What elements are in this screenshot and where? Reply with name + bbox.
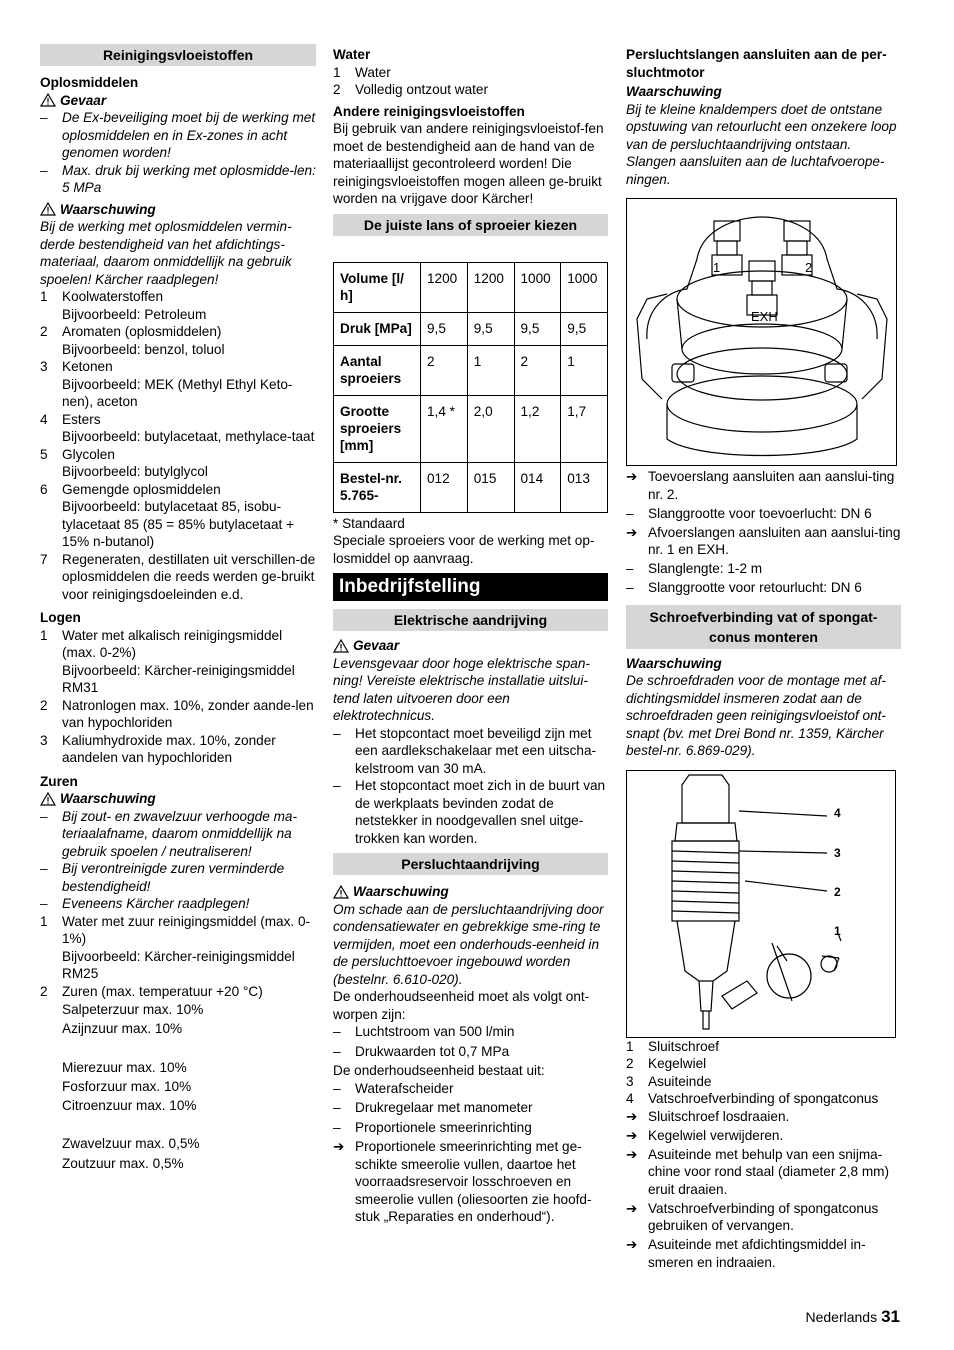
section-title-schroefverbinding: Schroefverbinding vat of spongat-conus monteren: [626, 605, 901, 649]
table-cell: 9,5: [421, 312, 468, 345]
table-row: [334, 462, 608, 512]
warning-label: Waarschuwing: [626, 655, 722, 671]
list-item: 1 Sluitschroef: [626, 1038, 720, 1054]
table-row-header: Volume [l/ h]: [334, 262, 421, 312]
list-item: 1 Water met zuur reinigingsmiddel (max. 0-1%) Bijvoorbeeld: Kärcher-reinigingsmiddel RM25: [40, 913, 311, 981]
warning-gevaar: [333, 637, 608, 655]
air-motor-drawing: [627, 199, 896, 465]
steps-list-2: [626, 1108, 901, 1272]
list-item: ➔ Kegelwiel verwijderen.: [626, 1127, 784, 1143]
warning-triangle-icon: [333, 885, 349, 899]
list-item: 3 Ketonen Bijvoorbeeld: MEK (Methyl Ethyl Keto-nen), aceton: [40, 359, 293, 409]
nozzle-table: [333, 262, 608, 513]
steps-list-1: [626, 468, 901, 597]
warning-triangle-icon: [40, 93, 56, 107]
heading-water: Water: [333, 47, 371, 62]
warning-label: Waarschuwing: [60, 791, 156, 806]
list-item: – Slanglengte: 1-2 m: [626, 561, 763, 576]
heading-logen: Logen: [40, 610, 81, 625]
table-cell: 1200: [421, 262, 468, 312]
part-label-1: 1: [834, 923, 841, 938]
table-row-header: Aantal sproeiers: [334, 345, 421, 395]
arrow-icon: ➔: [626, 1237, 638, 1252]
warning-waarschuwing: [333, 883, 608, 901]
list-item: ➔ Toevoerslang aansluiten aan aanslui-ting nr. 2.: [626, 469, 895, 502]
list-item: – Bij zout- en zwavelzuur verhoogde ma-teriaalafname, daarom onmiddellijk na gebruik spoelen / neutraliseren!: [40, 808, 297, 859]
list-item: 2 Volledig ontzout water: [333, 82, 489, 97]
warning-waarschuwing: [626, 655, 901, 673]
warning-text: Levensgevaar door hoge elektrische span-ning! Vereiste elektrische installatie uitslui-tend laten uitvoeren door een elektrotechnicus.: [333, 655, 590, 723]
table-cell: 1: [467, 345, 514, 395]
arrow-icon: ➔: [626, 1108, 638, 1124]
warning-text: De schroefdraden voor de montage met af-dichtingsmiddel insmeren zodat aan de schroefdraden geen reinigingsvloeistof ont-snapt (bv. met Drei Bond nr. 1359, Kärcher bestel-nr. 6.869-029).: [626, 673, 886, 758]
list-item: 2 Aromaten (oplosmiddelen) Bijvoorbeeld: benzol, toluol: [40, 324, 225, 357]
arrow-icon: ➔: [626, 469, 638, 484]
footnote-standaard: * Standaard: [333, 515, 405, 531]
warning-waarschuwing: [40, 790, 316, 808]
warning-triangle-icon: [40, 792, 56, 806]
table-row-header: Grootte sproeiers [mm]: [334, 395, 421, 462]
list-item: 1 Koolwaterstoffen Bijvoorbeeld: Petroleum: [40, 289, 207, 322]
list-item: – Het stopcontact moet zich in de buurt van de werkplaats bevinden zodat de netstekker in noodgevallen snel uitge-trokken kan worden.: [333, 778, 606, 846]
figure-legend: [626, 1038, 901, 1108]
part-label-2: 2: [834, 884, 841, 899]
list-item: – Drukregelaar met manometer: [333, 1100, 533, 1115]
list-item: – De Ex-beveiliging moet bij de werking met oplosmiddelen en in Ex-zones in acht genomen worden!: [40, 110, 316, 160]
list-item: 4 Vatschroefverbinding of spongatconus: [626, 1091, 879, 1106]
warning-text: Bij de werking met oplosmiddelen vermin-derde bestendigheid van het afdichtings-materiaal, daarom onmiddellijk na gebruik spoelen! Kärcher raadplegen!: [40, 219, 292, 287]
table-cell: 9,5: [561, 312, 608, 345]
table-row-header: Bestel-nr. 5.765-: [334, 462, 421, 512]
list-item: 5 Glycolen Bijvoorbeeld: butylglycol: [40, 446, 208, 479]
table-cell: 015: [467, 462, 514, 512]
list-item: 1 Water: [333, 64, 391, 80]
table-row-header: Druk [MPa]: [334, 312, 421, 345]
table-row: [334, 262, 608, 312]
list-item: – Drukwaarden tot 0,7 MPa: [333, 1043, 510, 1059]
list-item: Fosforzuur max. 10%: [62, 1078, 192, 1094]
table-cell: 1000: [561, 262, 608, 312]
arrow-icon: ➔: [626, 1127, 638, 1143]
list-item: 3 Asuiteinde: [626, 1073, 712, 1089]
list-item: 2 Kegelwiel: [626, 1056, 707, 1071]
part-label-3: 3: [834, 845, 841, 860]
paragraph: Bij gebruik van andere reinigingsvloeistof-fen moet de bestendigheid aan de hand van de materiaallijst gecontroleerd worden! Die reinigingsvloeistoffen mogen alleen ge-bruikt worden na vrijgave door Kärcher!: [333, 121, 604, 206]
table-cell: 1200: [467, 262, 514, 312]
paragraph: De onderhoudseenheid moet als volgt ont-worpen zijn:: [333, 989, 590, 1022]
list-item: ➔ Proportionele smeerinrichting met ge-schikte smeerolie vullen, daartoe het voorraadsreservoir losschroeven en smeerolie vullen (oliesoorten zie hoofd-stuk „Reparaties en onderhoud“).: [333, 1139, 592, 1224]
arrow-icon: ➔: [626, 1200, 638, 1216]
heading-oplosmiddelen: Oplosmiddelen: [40, 75, 139, 90]
column-3: [626, 44, 901, 1273]
list-item: – Bij verontreinigde zuren verminderde bestendigheid!: [40, 861, 285, 894]
table-row: [334, 395, 608, 462]
warning-label: Gevaar: [353, 638, 400, 653]
solvent-list: [40, 288, 316, 603]
warning-gevaar: [40, 92, 316, 110]
warning-label: Waarschuwing: [353, 884, 449, 899]
table-cell: 012: [421, 462, 468, 512]
column-2: [333, 44, 608, 1226]
table-cell: 9,5: [514, 312, 561, 345]
list-item: – Eveneens Kärcher raadplegen!: [40, 896, 250, 911]
bung-cone-drawing: [627, 771, 895, 1037]
arrow-icon: ➔: [626, 524, 638, 540]
list-item: Zwavelzuur max. 0,5%: [62, 1136, 200, 1152]
arrow-icon: ➔: [626, 1146, 638, 1162]
acid-sublist: [40, 1000, 316, 1173]
heading-persluchtslangen: Persluchtslangen aansluiten aan de per-sluchtmotor: [626, 47, 887, 80]
table-cell: 1,2: [514, 395, 561, 462]
port-label-exh: EXH: [751, 309, 778, 324]
warning-text: Bij te kleine knaldempers doet de ontstane opstuwing van retourlucht een onzekere loop van de persluchtaandrijving ontstaan. Slangen aansluiten aan de luchtafvoerope-ningen.: [626, 101, 897, 187]
list-item: – Slanggrootte voor toevoerlucht: DN 6: [626, 505, 872, 521]
heading-andere: Andere reinigingsvloeistoffen: [333, 103, 525, 119]
page-footer: [805, 1308, 900, 1327]
paragraph: De onderhoudseenheid bestaat uit:: [333, 1063, 545, 1078]
section-title-perslucht: Persluchtaandrijving: [333, 853, 608, 875]
warning-triangle-icon: [40, 202, 56, 216]
list-item: ➔ Asuiteinde met afdichtingsmiddel in-smeren en indraaien.: [626, 1237, 866, 1270]
warning-label: Waarschuwing: [626, 84, 722, 99]
list-item: 7 Regeneraten, destillaten uit verschillen-de oplosmiddelen die reeds werden ge-bruikt voor reinigingsdoeleinden e.d.: [40, 551, 316, 602]
list-item: – Luchtstroom van 500 l/min: [333, 1024, 515, 1039]
lye-list: [40, 627, 316, 767]
warning-text: Om schade aan de persluchtaandrijving door condensatiewater en gebrekkige sme-ring te vermijden, moet een onderhouds-eenheid in de persluchttoevoer ingebouwd worden (bestelnr. 6.610-020).: [333, 901, 604, 987]
port-label-1: 1: [713, 260, 721, 275]
table-cell: 2: [514, 345, 561, 395]
list-item: – Slanggrootte voor retourlucht: DN 6: [626, 580, 862, 595]
list-item: 3 Kaliumhydroxide max. 10%, zonder aandelen van hypochloriden: [40, 732, 276, 765]
table-cell: 014: [514, 462, 561, 512]
table-cell: 1,4 *: [421, 395, 468, 462]
warning-waarschuwing: [40, 201, 316, 219]
table-cell: 9,5: [467, 312, 514, 345]
list-item: ➔ Afvoerslangen aansluiten aan aanslui-ting nr. 1 en EXH.: [626, 524, 901, 557]
list-item: 2 Zuren (max. temperatuur +20 °C): [40, 983, 263, 999]
warning-waarschuwing: [626, 83, 901, 101]
arrow-icon: ➔: [333, 1139, 345, 1154]
warning-label: Waarschuwing: [60, 201, 156, 217]
table-cell: 2,0: [467, 395, 514, 462]
table-cell: 2: [421, 345, 468, 395]
table-row: [334, 312, 608, 345]
list-item: [62, 1039, 316, 1058]
heading-zuren: Zuren: [40, 773, 78, 789]
list-item: Zoutzuur max. 0,5%: [62, 1155, 184, 1171]
list-item: Azijnzuur max. 10%: [62, 1021, 183, 1037]
list-item: – Waterafscheider: [333, 1080, 454, 1096]
list-item: 6 Gemengde oplosmiddelen Bijvoorbeeld: butylacetaat 85, isobu-tylacetaat 85 (85 = 85% butylacetaat + 15% n-butanol): [40, 481, 295, 549]
figure-air-motor: [626, 198, 897, 466]
chapter-title-inbedrijfstelling: Inbedrijfstelling: [333, 573, 608, 601]
list-item: 2 Natronlogen max. 10%, zonder aande-len van hypochloriden: [40, 697, 314, 730]
section-title-reinigingsvloeistoffen: Reinigingsvloeistoffen: [40, 44, 316, 66]
section-title-lans: De juiste lans of sproeier kiezen: [333, 214, 608, 236]
part-label-4: 4: [834, 805, 841, 820]
list-item: ➔ Vatschroefverbinding of spongatconus gebruiken of vervangen.: [626, 1200, 879, 1233]
warning-triangle-icon: [333, 639, 349, 653]
table-row: [334, 345, 608, 395]
list-item: – Proportionele smeerinrichting: [333, 1119, 532, 1135]
list-item: Mierezuur max. 10%: [62, 1059, 187, 1075]
table-cell: 1,7: [561, 395, 608, 462]
table-cell: 1000: [514, 262, 561, 312]
warning-label: Gevaar: [60, 92, 107, 108]
list-item: ➔ Asuiteinde met behulp van een snijma-chine voor rond staal (diameter 2,8 mm) eruit draaien.: [626, 1146, 890, 1197]
footer-language: Nederlands: [805, 1309, 878, 1325]
port-label-2: 2: [805, 260, 813, 275]
list-item: 1 Water met alkalisch reinigingsmiddel (max. 0-2%) Bijvoorbeeld: Kärcher-reinigingsmiddel RM31: [40, 627, 295, 695]
column-1: [40, 44, 316, 1173]
list-item: ➔ Sluitschroef losdraaien.: [626, 1108, 790, 1124]
page-number: 31: [881, 1307, 900, 1326]
list-item: Citroenzuur max. 10%: [62, 1098, 197, 1114]
section-title-elektrisch: Elektrische aandrijving: [333, 609, 608, 631]
figure-bung-cone: [626, 770, 896, 1038]
table-cell: 013: [561, 462, 608, 512]
list-item: – Het stopcontact moet beveiligd zijn met een aardlekschakelaar met een uitscha-kelstroom van 30 mA.: [333, 725, 597, 776]
paragraph: Speciale sproeiers voor de werking met op-losmiddel op aanvraag.: [333, 533, 595, 566]
list-item: 4 Esters Bijvoorbeeld: butylacetaat, methylace-taat: [40, 411, 315, 444]
list-item: Salpeterzuur max. 10%: [62, 1002, 204, 1017]
table-cell: 1: [561, 345, 608, 395]
list-item: – Max. druk bij werking met oplosmidde-len: 5 MPa: [40, 162, 316, 195]
list-item: [62, 1115, 316, 1134]
